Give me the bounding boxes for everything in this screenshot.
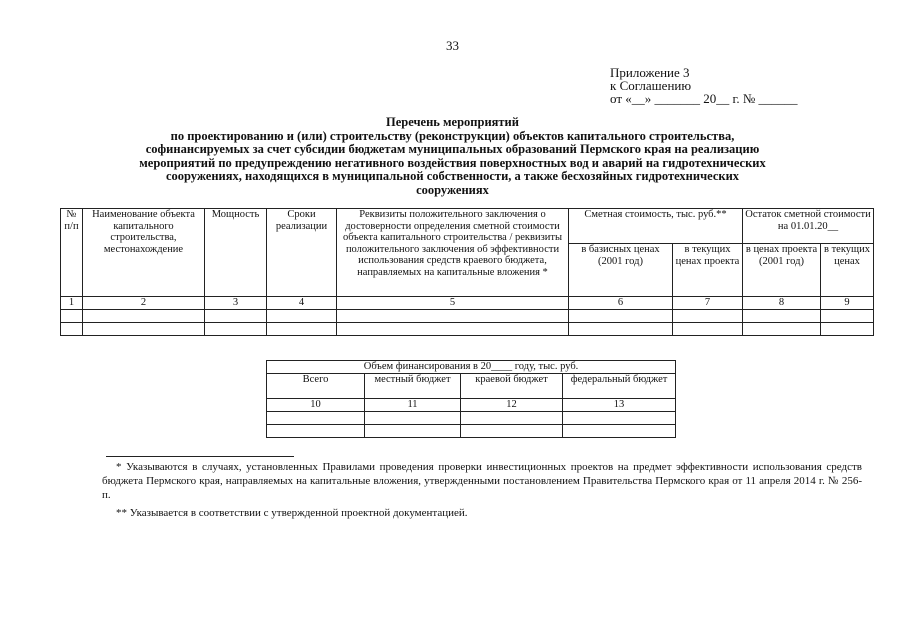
header-power: Мощность	[205, 209, 267, 297]
empty-cell	[267, 310, 337, 323]
title-line-6: сооружениях	[416, 182, 489, 197]
empty-row	[267, 424, 676, 437]
col-number: 1	[61, 297, 83, 310]
empty-cell	[673, 310, 743, 323]
header-estimated-cost: Сметная стоимость, тыс. руб.**	[569, 209, 743, 244]
header-remaining-cost: Остаток сметной стоимости на 01.01.20__	[743, 209, 874, 244]
empty-cell	[743, 323, 821, 336]
empty-cell	[461, 411, 563, 424]
empty-cell	[821, 310, 874, 323]
empty-row	[61, 323, 874, 336]
financing-table	[266, 360, 676, 438]
empty-cell	[83, 310, 205, 323]
col-number: 6	[569, 297, 673, 310]
column-number-row	[61, 297, 874, 310]
title-line-3: софинансируемых за счет субсидии бюджетам муниципальных образований Пермского края на реализацию	[145, 142, 760, 156]
footnote-1: * Указываются в случаях, установленных Правилами проведения проверки инвестиционных проектов на предмет эффективности использования средств бюджета Пермского края, направляемых на капитальные вложения, утвержденными постановлением Правительства Пермского края от 11 апреля 2014 г. № 256-п.	[102, 461, 862, 501]
empty-cell	[83, 323, 205, 336]
empty-cell	[569, 323, 673, 336]
empty-row	[267, 411, 676, 424]
footnote-separator	[106, 456, 294, 457]
annex-line-2: к Соглашению	[610, 78, 692, 93]
header-financing-volume: Объем финансирования в 20____ году, тыс. руб.	[267, 361, 676, 374]
header-local-budget: местный бюджет	[365, 373, 461, 398]
footnotes	[102, 460, 862, 520]
header-total: Всего	[267, 373, 365, 398]
empty-cell	[821, 323, 874, 336]
header-cost-current: в текущих ценах проекта	[673, 244, 743, 297]
financing-number-row	[267, 398, 676, 411]
empty-cell	[61, 310, 83, 323]
header-federal-budget: федеральный бюджет	[563, 373, 676, 398]
header-rest-project: в ценах проекта (2001 год)	[743, 244, 821, 297]
empty-cell	[205, 310, 267, 323]
annex-line-1: Приложение 3	[610, 65, 690, 80]
annex-line-3: от «__» _______ 20__ г. № ______	[610, 91, 798, 106]
title-line-5: сооружениях, находящихся в муниципальной собственности, а также бесхозяйных гидротехнических	[165, 169, 740, 183]
empty-cell	[563, 424, 676, 437]
header-rest-current: в текущих ценах	[821, 244, 874, 297]
col-number: 8	[743, 297, 821, 310]
title-line-2: по проектированию и (или) строительству (реконструкции) объектов капитального строительства,	[170, 128, 735, 143]
empty-cell	[461, 424, 563, 437]
empty-cell	[365, 411, 461, 424]
header-terms: Сроки реализации	[267, 209, 337, 297]
col-number: 11	[365, 398, 461, 411]
col-number: 13	[563, 398, 676, 411]
annex-block	[610, 66, 798, 105]
title-line-4: мероприятий по предупреждению негативного воздействия поверхностных вод и аварий на гидротехнических	[139, 155, 766, 170]
col-number: 5	[337, 297, 569, 310]
col-number: 7	[673, 297, 743, 310]
header-cost-base: в базисных ценах (2001 год)	[569, 244, 673, 297]
header-object-name: Наименование объекта капитального строительства, местонахождение	[83, 209, 205, 297]
empty-cell	[267, 424, 365, 437]
empty-cell	[337, 310, 569, 323]
header-requisites: Реквизиты положительного заключения о достоверности определения сметной стоимости объекта капитального строительства / реквизиты положительного заключения об эффективности использования средств краевого бюджета, направляемых на капитальные вложения *	[337, 209, 569, 297]
title-line-1: Перечень мероприятий	[386, 115, 519, 129]
col-number: 3	[205, 297, 267, 310]
col-number: 2	[83, 297, 205, 310]
header-row-1	[61, 209, 874, 244]
financing-subheader-row	[267, 373, 676, 398]
empty-cell	[267, 411, 365, 424]
empty-row	[61, 310, 874, 323]
col-number: 10	[267, 398, 365, 411]
empty-cell	[569, 310, 673, 323]
header-regional-budget: краевой бюджет	[461, 373, 563, 398]
financing-header-row	[267, 361, 676, 374]
empty-cell	[205, 323, 267, 336]
page-number: 33	[446, 38, 459, 53]
empty-cell	[61, 323, 83, 336]
empty-cell	[337, 323, 569, 336]
empty-cell	[673, 323, 743, 336]
empty-cell	[267, 323, 337, 336]
col-number: 9	[821, 297, 874, 310]
empty-cell	[365, 424, 461, 437]
col-number: 4	[267, 297, 337, 310]
footnote-2: ** Указывается в соответствии с утвержденной проектной документацией.	[116, 507, 468, 519]
empty-cell	[743, 310, 821, 323]
measures-table	[60, 208, 874, 336]
header-no: № п/п	[61, 209, 83, 297]
document-title	[60, 116, 845, 197]
empty-cell	[563, 411, 676, 424]
col-number: 12	[461, 398, 563, 411]
